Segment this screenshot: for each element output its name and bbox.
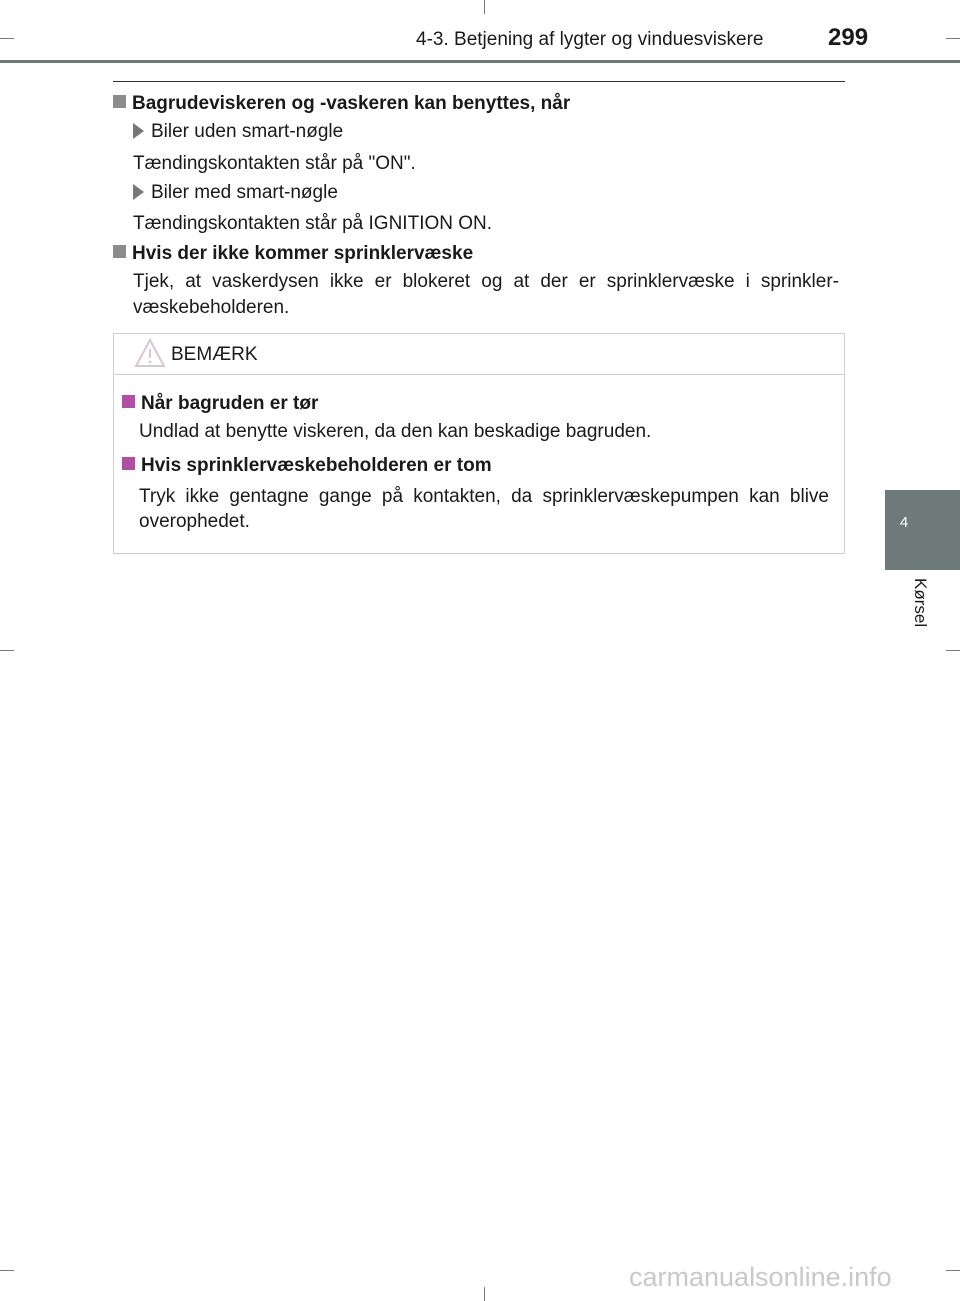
crop-mark <box>946 38 960 39</box>
body-paragraph: Tjek, at vaskerdysen ikke er blokeret og at der er sprinklervæske i sprinkler-væskebeholderen. <box>133 271 839 318</box>
heading-wiper-usable <box>113 93 570 115</box>
notice-header <box>114 334 844 375</box>
square-bullet-icon <box>113 245 126 258</box>
crop-mark <box>946 1270 960 1271</box>
sub-item <box>133 182 338 204</box>
section-rule <box>113 81 845 82</box>
chapter-name: Kørsel <box>911 578 930 628</box>
crop-mark <box>0 38 14 39</box>
triangle-bullet-icon <box>133 123 144 139</box>
notice-heading-empty <box>122 455 492 477</box>
header-rule <box>0 60 960 63</box>
triangle-bullet-icon <box>133 184 144 200</box>
warning-icon <box>134 338 166 368</box>
notice-paragraph: Tryk ikke gentagne gange på kontakten, da sprinklervæskepumpen kan blive overophedet. <box>139 486 829 532</box>
chapter-tab <box>885 490 960 570</box>
sub-item-text: Biler uden smart-nøgle <box>151 121 344 142</box>
sub-item-text: Biler med smart-nøgle <box>151 182 338 203</box>
body-text: Tændingskontakten står på "ON". <box>133 153 416 174</box>
square-bullet-icon <box>113 95 126 108</box>
crop-mark <box>0 650 14 651</box>
notice-heading-text: Hvis sprinklervæskebeholderen er tom <box>141 455 492 476</box>
heading-no-fluid <box>113 243 473 265</box>
notice-box <box>113 333 845 554</box>
notice-heading-dry <box>122 393 318 415</box>
notice-heading-text: Når bagruden er tør <box>141 393 319 414</box>
notice-text: Undlad at benytte viskeren, da den kan beskadige bagruden. <box>139 421 652 442</box>
section-title: 4-3. Betjening af lygter og vinduesviskere <box>416 29 764 50</box>
notice-title: BEMÆRK <box>171 344 258 365</box>
watermark: carmanualsonline.info <box>629 1262 892 1292</box>
chapter-number: 4 <box>899 514 909 531</box>
crop-mark <box>946 650 960 651</box>
body-text: Tændingskontakten står på IGNITION ON. <box>133 213 493 234</box>
crop-mark <box>484 0 485 14</box>
square-bullet-icon <box>122 457 135 470</box>
heading-text: Hvis der ikke kommer sprinklervæske <box>132 243 474 264</box>
page-number: 299 <box>828 24 869 51</box>
crop-mark <box>484 1287 485 1301</box>
crop-mark <box>0 1270 14 1271</box>
sub-item <box>133 121 343 143</box>
square-bullet-icon <box>122 395 135 408</box>
heading-text: Bagrudeviskeren og -vaskeren kan benyttes, når <box>132 93 571 114</box>
